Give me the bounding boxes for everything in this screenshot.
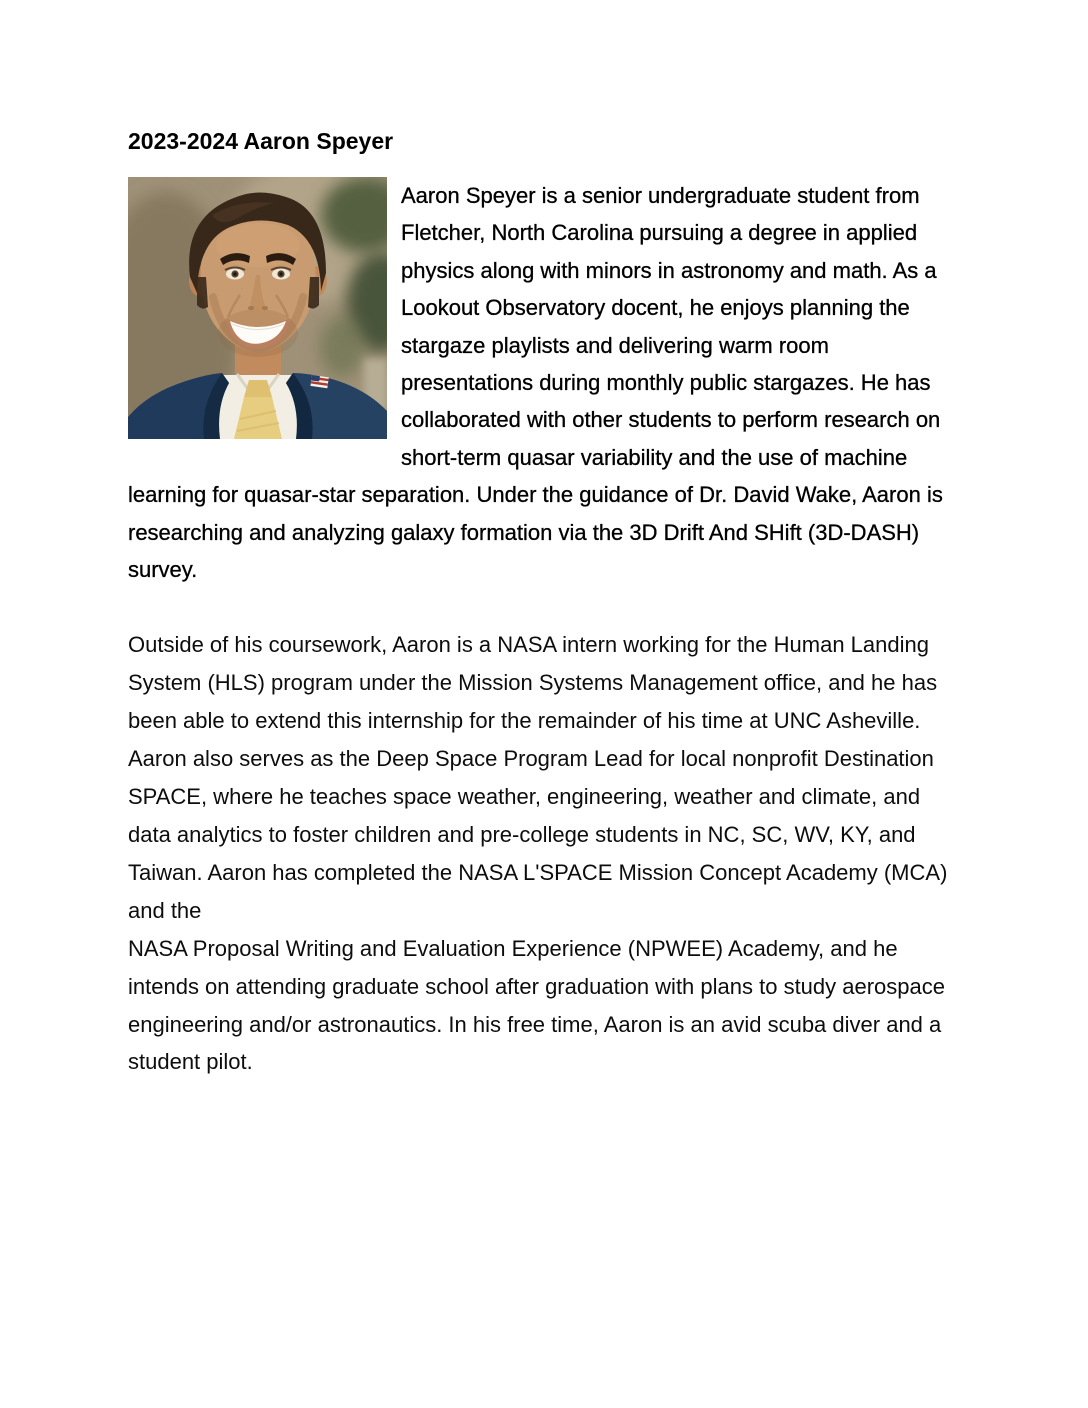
- bio-paragraph-2: [128, 626, 961, 1081]
- aaron-speyer-photo: [128, 177, 387, 439]
- bio-paragraph-1: Aaron Speyer is a senior undergraduate student from Fletcher, North Carolina pursuing a degree in applied physics along with minors in astronomy and math. As a Lookout Observatory docent, he enjoys planning the stargaze playlists and delivering warm room presentations during monthly public stargazes. He has collaborated with other students to perform research on short-term quasar variability and the use of machine learning for quasar-star separation. Under the guidance of Dr. David Wake, Aaron is researching and analyzing galaxy formation via the 3D Drift And SHift (3D-DASH) survey.: [128, 183, 943, 583]
- bio-paragraph-2-part-1: Outside of his coursework, Aaron is a NASA intern working for the Human Landing System (HLS) program under the Mission Systems Management office, and he has been able to extend this internship for the remainder of his time at UNC Asheville. Aaron also serves as the Deep Space Program Lead for local nonprofit Destination SPACE, where he teaches space weather, engineering, weather and climate, and data analytics to foster children and pre-college students in NC, SC, WV, KY, and Taiwan. Aaron has completed the NASA L'SPACE Mission Concept Academy (MCA) and the: [128, 632, 948, 923]
- flag-pin: [310, 375, 328, 388]
- headshot-illustration: [128, 177, 387, 439]
- bio-section: [128, 177, 961, 588]
- page-title: 2023-2024 Aaron Speyer: [128, 128, 394, 154]
- bio-paragraph-2-part-2: NASA Proposal Writing and Evaluation Experience (NPWEE) Academy, and he intends on attending graduate school after graduation with plans to study aerospace engineering and/or astronautics. In his free time, Aaron is an avid scuba diver and a student pilot.: [128, 935, 945, 1075]
- document-content: [128, 128, 961, 1081]
